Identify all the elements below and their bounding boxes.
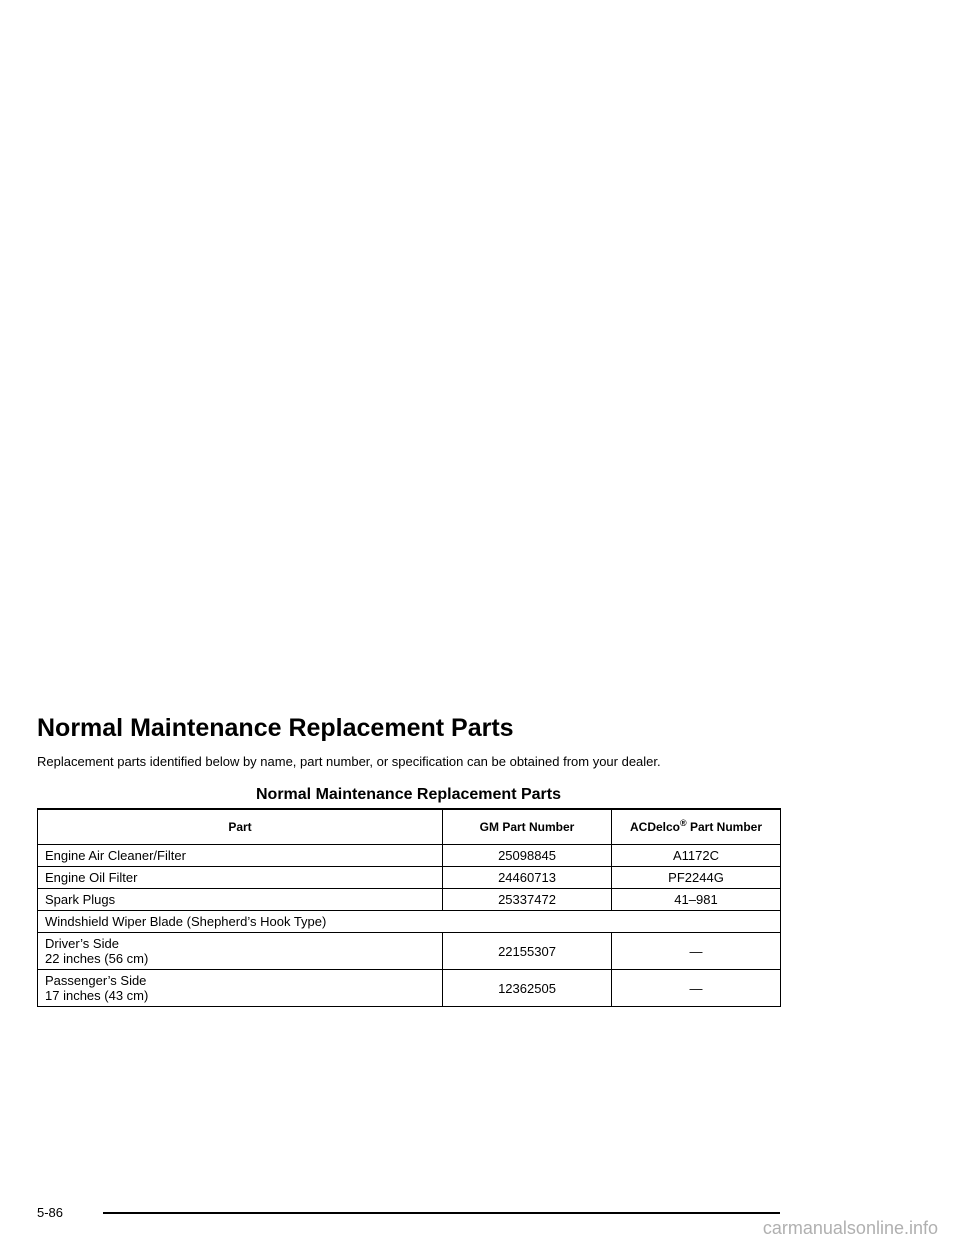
footer-rule: [103, 1212, 780, 1214]
cell-acdelco-part-number: 41–981: [612, 889, 781, 911]
cell-part: Engine Oil Filter: [38, 867, 443, 889]
table-row: [38, 845, 781, 867]
page-number: 5-86: [37, 1205, 64, 1220]
header-gm-part-number: GM Part Number: [443, 809, 612, 845]
cell-gm-part-number: 25337472: [443, 889, 612, 911]
table-row: [38, 867, 781, 889]
cell-gm-part-number: 24460713: [443, 867, 612, 889]
cell-part-line2: 17 inches (43 cm): [45, 988, 149, 1003]
cell-gm-part-number: 12362505: [443, 970, 612, 1007]
cell-acdelco-part-number: PF2244G: [612, 867, 781, 889]
header-acdelco-part-number: [612, 809, 781, 845]
cell-acdelco-part-number: —: [612, 970, 781, 1007]
table-row: [38, 933, 781, 970]
table-row: [38, 970, 781, 1007]
page-title: Normal Maintenance Replacement Parts: [37, 714, 514, 742]
cell-part: [38, 970, 443, 1007]
header-acdelco-brand: ACDelco: [629, 819, 680, 834]
replacement-parts-table: [37, 808, 781, 1007]
cell-gm-part-number: 22155307: [443, 933, 612, 970]
cell-acdelco-part-number: A1172C: [612, 845, 781, 867]
cell-wiper-section: Windshield Wiper Blade (Shepherd’s Hook Type): [38, 911, 781, 933]
watermark: carmanualsonline.info: [762, 1218, 938, 1238]
header-part: Part: [38, 809, 443, 845]
cell-part: [38, 933, 443, 970]
cell-part: Spark Plugs: [38, 889, 443, 911]
table-row: [38, 889, 781, 911]
cell-part-line2: 22 inches (56 cm): [45, 951, 149, 966]
table-header-row: [38, 809, 781, 845]
table-title: Normal Maintenance Replacement Parts: [256, 786, 561, 803]
table-section-row: [38, 911, 781, 933]
registered-mark: ®: [680, 817, 687, 828]
header-acdelco-suffix: Part Number: [689, 819, 763, 834]
intro-text: Replacement parts identified below by name, part number, or specification can be obtained from your dealer.: [37, 754, 661, 769]
cell-acdelco-part-number: —: [612, 933, 781, 970]
cell-part-line1: Driver’s Side: [45, 936, 119, 951]
cell-part-line1: Passenger’s Side: [45, 973, 147, 988]
cell-gm-part-number: 25098845: [443, 845, 612, 867]
cell-part: Engine Air Cleaner/Filter: [38, 845, 443, 867]
